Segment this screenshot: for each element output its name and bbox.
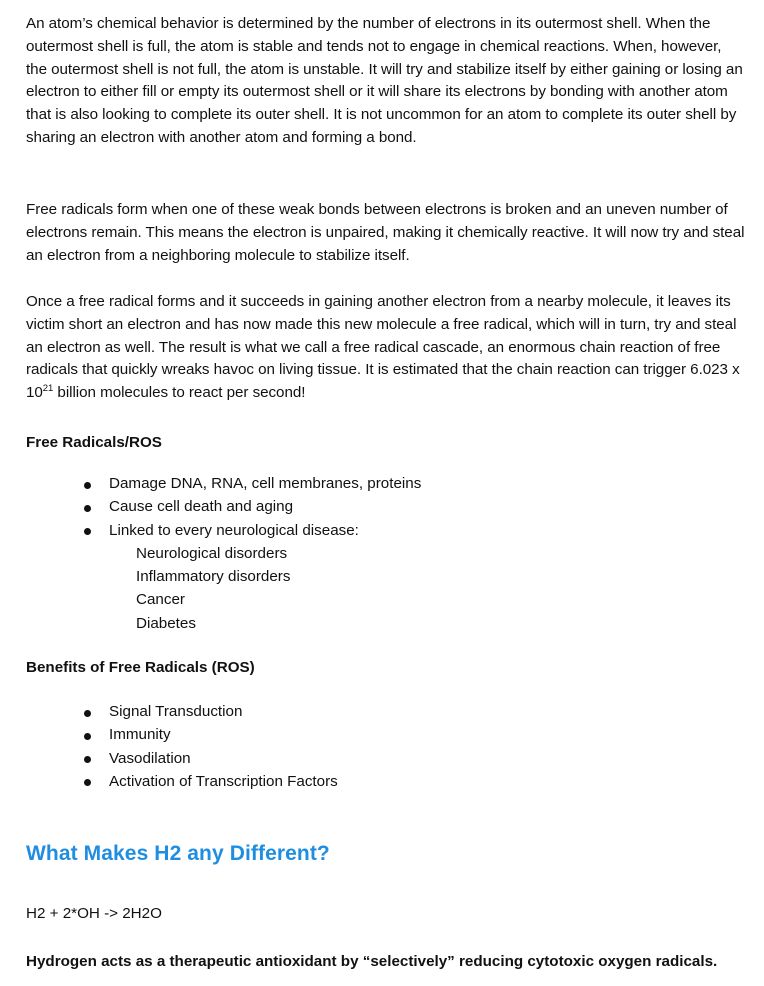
- reaction-formula: H2 + 2*OH -> 2H2O: [26, 905, 162, 922]
- sub-list-item-text: Neurological disorders: [136, 544, 288, 562]
- list-item-text: Cause cell death and aging: [109, 498, 294, 516]
- list-item: [0, 473, 764, 496]
- list-item-text: Activation of Transcription Factors: [109, 772, 338, 790]
- cascade-text-end: billion molecules to react per second!: [53, 384, 306, 402]
- list-item: [0, 520, 764, 543]
- summary-statement: Hydrogen acts as a therapeutic antioxidant by “selectively” reducing cytotoxic oxygen radicals.: [26, 953, 718, 970]
- sub-list-item: [0, 566, 764, 589]
- cascade-text: Once a free radical forms and it succeeds in gaining another electron from a nearby molecule, it leaves its victim short an electron and has now made this new molecule a free radical, which will in turn, try and steal an electron as well. The result is what we call a free radical cascade, an enormous chain reaction of free radicals that quickly wreaks havoc on living tissue. It is estimated that the chain reaction can trigger 6.023 x 10: [26, 293, 740, 402]
- list-item-text: Immunity: [109, 726, 171, 744]
- benefits-list: [0, 701, 764, 794]
- list-item: [0, 771, 764, 794]
- bullet-icon: [84, 710, 91, 717]
- bullet-icon: [84, 505, 91, 512]
- list-item: [0, 724, 764, 747]
- sub-list-item: [0, 613, 764, 636]
- free-radicals-heading: Free Radicals/ROS: [26, 434, 162, 451]
- list-item-text: Damage DNA, RNA, cell membranes, proteins: [109, 475, 422, 492]
- section-title: What Makes H2 any Different?: [26, 842, 330, 865]
- bullet-icon: [84, 756, 91, 763]
- list-item: [0, 701, 764, 724]
- sub-list-item-text: Diabetes: [136, 614, 196, 632]
- intro-paragraph: An atom’s chemical behavior is determined by the number of electrons in its outermost shell. When the outermost shell is full, the atom is stable and tends not to engage in chemical reactions. When, however, the outermost shell is not full, the atom is unstable. It will try and stabilize itself by either gaining or losing an electron to either fill or empty its outermost shell or it will share its electrons by bonding with another atom that is also looking to complete its outer shell. It is not uncommon for an atom to complete its outer shell by sharing an electron with another atom and forming a bond.: [26, 15, 743, 146]
- free-radical-formation-paragraph: Free radicals form when one of these weak bonds between electrons is broken and an uneven number of electrons remain. This means the electron is unpaired, making it chemically reactive. It will now try and steal an electron from a neighboring molecule to stabilize itself.: [26, 201, 745, 264]
- sub-list-item: [0, 589, 764, 612]
- free-radicals-list: [0, 473, 764, 636]
- sub-list-item-text: Inflammatory disorders: [136, 568, 291, 586]
- list-item: [0, 496, 764, 519]
- bullet-icon: [84, 779, 91, 786]
- cascade-exponent: 21: [42, 383, 54, 395]
- sub-list-item-text: Cancer: [136, 591, 185, 609]
- list-item-text: Linked to every neurological disease:: [109, 521, 359, 539]
- benefits-heading: Benefits of Free Radicals (ROS): [26, 659, 255, 676]
- cascade-paragraph: [26, 291, 746, 405]
- list-item: [0, 748, 764, 771]
- list-item-text: Signal Transduction: [109, 703, 243, 720]
- sub-list-item: [0, 543, 764, 566]
- bullet-icon: [84, 733, 91, 740]
- bullet-icon: [84, 528, 91, 535]
- bullet-icon: [84, 482, 91, 489]
- list-item-text: Vasodilation: [109, 749, 191, 767]
